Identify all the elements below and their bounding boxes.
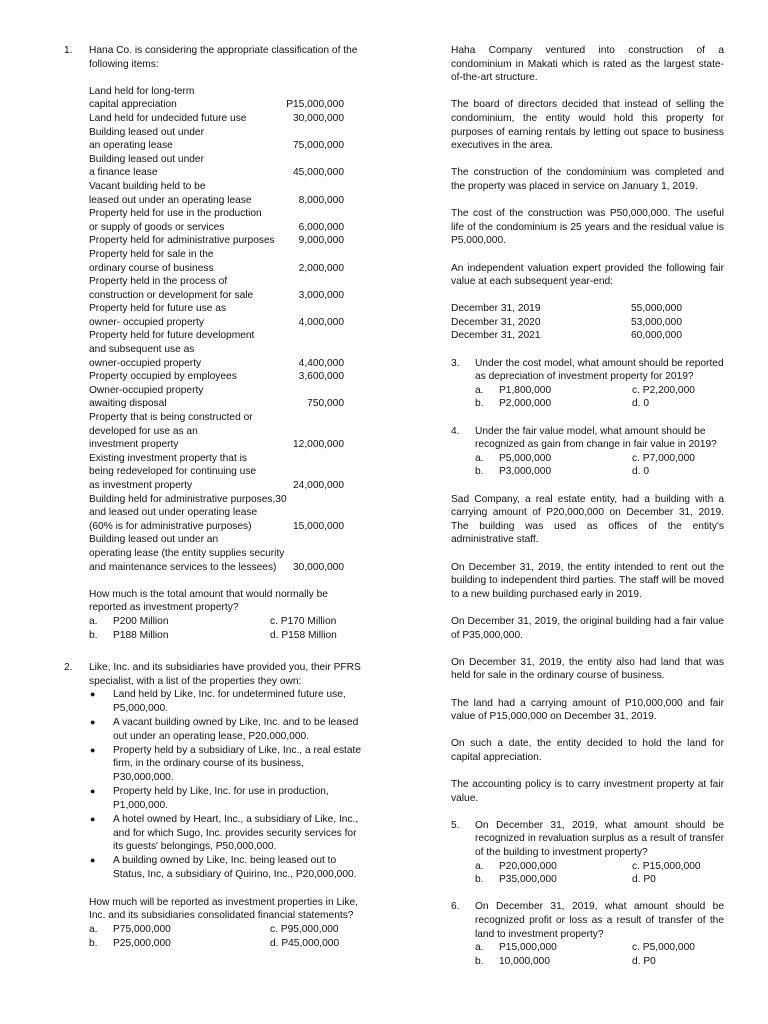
item-description: awaiting disposal: [89, 398, 167, 410]
item-amount: P15,000,000: [286, 99, 344, 111]
item-line: [89, 180, 344, 194]
item-description: Land held for long-term: [89, 85, 195, 97]
bullet-item: [89, 744, 364, 785]
choice-d[interactable]: d. P45,000,000: [270, 937, 340, 949]
question-3: [451, 357, 724, 411]
question-text-line: How much is the total amount that would normally be: [89, 588, 328, 600]
item-description: construction or development for sale: [89, 289, 254, 301]
item-line: [89, 289, 344, 303]
question-intro-line: Like, Inc. and its subsidiaries have provided you, their PFRS: [89, 662, 361, 674]
item-description: and subsequent use as: [89, 344, 195, 356]
item-amount: 3,000,000: [298, 289, 344, 301]
item-line: [89, 397, 344, 411]
choice-b[interactable]: b. P25,000,000: [89, 937, 171, 949]
bullet-text-line: its guests' belongings, P50,000,000.: [113, 841, 277, 853]
item-description: Property held for future development: [89, 330, 255, 342]
choice-c[interactable]: c. P7,000,000: [632, 452, 695, 464]
paragraph: An independent valuation expert provided the following fair value at each subsequent year-end:: [451, 262, 724, 288]
item-description: Property that is being constructed or: [89, 412, 253, 424]
fair-value-row: December 31, 2019 55,000,000: [451, 303, 682, 315]
question-5: [451, 819, 724, 887]
choice-a[interactable]: a. P15,000,000: [475, 942, 557, 954]
answer-choices: [475, 860, 724, 887]
question-text-line: Inc. and its subsidiaries consolidated financial statements?: [89, 910, 354, 922]
item-amount: 9,000,000: [298, 235, 344, 247]
answer-choices: [89, 923, 364, 950]
choice-c[interactable]: c. P170 Million: [270, 615, 337, 627]
bullet-text-line: P1,000,000.: [113, 799, 168, 811]
left-column: [64, 44, 364, 950]
item-line: [89, 533, 344, 547]
item-description: Building leased out under an: [89, 534, 219, 546]
choice-b[interactable]: b. 10,000,000: [475, 955, 550, 967]
bullet-text-line: P30,000,000.: [113, 772, 174, 784]
bullet-text-line: Property held by Like, Inc. for use in production,: [113, 786, 329, 798]
item-amount: 6,000,000: [298, 221, 344, 233]
question-number: 5.: [451, 819, 460, 831]
choice-a[interactable]: a. P20,000,000: [475, 860, 557, 872]
item-description: Property occupied by employees: [89, 371, 237, 383]
bullet-icon: ●: [90, 717, 96, 728]
item-line: [89, 520, 344, 534]
item-description: investment property: [89, 439, 179, 451]
choice-d[interactable]: d. P0: [632, 874, 656, 886]
choice-c[interactable]: c. P5,000,000: [632, 942, 695, 954]
question-text-line: Under the cost model, what amount should be reported: [475, 357, 724, 369]
paragraph: The land had a carrying amount of P10,000,000 and fair value of P15,000,000 on December 31, 2019.: [451, 697, 724, 723]
bullet-text-line: A building owned by Like, Inc. being leased out to: [113, 855, 337, 867]
paragraph: Sad Company, a real estate entity, had a building with a carrying amount of P20,000,000 on December 31, 2019. The building was used as offices of the entity's administrative staff.: [451, 493, 724, 546]
item-line: [89, 370, 344, 384]
choice-a[interactable]: a. P5,000,000: [475, 452, 552, 464]
item-description: leased out under an operating lease: [89, 194, 252, 206]
bullet-text-line: firm, in the ordinary course of its business,: [113, 758, 304, 770]
item-description: an operating lease: [89, 140, 173, 152]
item-amount: 750,000: [307, 398, 344, 410]
paragraph: On December 31, 2019, the entity also had land that was held for sale in the ordinary course of business.: [451, 656, 724, 682]
item-description: a finance lease: [89, 167, 158, 179]
item-line: [89, 302, 344, 316]
item-description: as investment property: [89, 480, 193, 491]
item-line: [89, 139, 344, 153]
question-1: [64, 44, 364, 642]
fair-value-row: December 31, 2020 53,000,000: [451, 316, 682, 328]
item-line: [89, 153, 344, 167]
paragraph: On such a date, the entity decided to hold the land for capital appreciation.: [451, 738, 724, 763]
right-column: [451, 44, 724, 968]
answer-choices: [89, 615, 364, 642]
choice-a[interactable]: a. P200 Million: [89, 615, 169, 627]
question-intro-line: following items:: [89, 58, 159, 70]
item-amount: 8,000,000: [298, 194, 344, 206]
paragraph: The construction of the condominium was completed and the property was placed in service on January 1, 2019.: [451, 167, 724, 192]
item-description: ordinary course of business: [89, 262, 214, 274]
item-description: Land held for undecided future use: [89, 112, 247, 124]
item-line: [89, 316, 344, 330]
choice-a[interactable]: a. P1,800,000: [475, 384, 552, 396]
choice-d[interactable]: d. 0: [632, 398, 650, 410]
item-line: [89, 506, 344, 520]
bullet-text-line: out under an operating lease, P20,000,000.: [113, 730, 309, 742]
item-line: [89, 262, 344, 276]
paragraph: Haha Company ventured into construction of a condominium in Makati which is rated as the largest state-of-the-art structure.: [451, 45, 724, 84]
item-line: [89, 357, 344, 371]
item-line: [89, 248, 344, 262]
item-line: [89, 85, 344, 99]
item-amount: 75,000,000: [293, 140, 344, 152]
item-description: or supply of goods or services: [89, 221, 225, 233]
fair-value-row: December 31, 2021 60,000,000: [451, 330, 682, 342]
item-line: [89, 221, 344, 235]
question-number: 3.: [451, 357, 460, 369]
item-amount: 30,000,000: [293, 561, 344, 573]
item-amount: 2,000,000: [298, 262, 344, 274]
item-description: Property held in the process of: [89, 276, 228, 288]
choice-d[interactable]: d. P0: [632, 955, 656, 967]
choice-b[interactable]: b. P3,000,000: [475, 466, 552, 478]
bullet-item: [89, 688, 364, 715]
item-line: [89, 547, 344, 561]
question-text-line: reported as investment property?: [89, 602, 239, 614]
item-line: [89, 493, 344, 507]
item-description: (60% is for administrative purposes): [89, 520, 252, 532]
answer-choices: [475, 941, 724, 968]
item-description: Existing investment property that is: [89, 452, 247, 464]
choice-a[interactable]: a. P75,000,000: [89, 923, 171, 935]
bullet-text-line: A hotel owned by Heart, Inc., a subsidiary of Like, Inc.,: [113, 814, 359, 826]
item-description: Building leased out under: [89, 153, 204, 165]
item-description: and leased out under operating lease: [89, 507, 258, 519]
choice-d[interactable]: d. 0: [632, 466, 650, 478]
question-text-line: recognized as gain from change in fair value in 2019?: [475, 439, 717, 451]
bullet-icon: ●: [90, 855, 96, 866]
item-description: Owner-occupied property: [89, 384, 204, 396]
bullet-text-line: P5,000,000.: [113, 702, 168, 714]
item-line: [89, 465, 344, 479]
bullet-text-line: Property held by a subsidiary of Like, Inc., a real estate: [113, 744, 362, 756]
item-amount: 30,000,000: [293, 112, 344, 124]
question-text-line: Under the fair value model, what amount should be: [475, 425, 706, 437]
question-text-line: as depreciation of investment property for 2019?: [475, 371, 694, 383]
question-text: On December 31, 2019, what amount should be recognized in revaluation surplus as a result of transfer of the building to investment property?: [475, 819, 724, 859]
answer-choices: [475, 384, 724, 411]
item-description: Building leased out under: [89, 126, 204, 138]
answer-choices: [475, 452, 724, 479]
choice-b[interactable]: b. P35,000,000: [475, 874, 557, 886]
item-line: [89, 452, 344, 466]
bullet-item: [89, 813, 364, 854]
item-description: capital appreciation: [89, 99, 177, 111]
question-number: 6.: [451, 901, 460, 913]
item-amount: 4,400,000: [298, 357, 344, 369]
question-text: On December 31, 2019, what amount should be recognized profit or loss as a result of transfer of the land to investment property?: [475, 901, 724, 940]
item-line: [89, 479, 344, 493]
question-2: [64, 661, 364, 950]
item-line: [89, 112, 344, 126]
choice-b[interactable]: b. P2,000,000: [475, 398, 552, 410]
bullet-item: [89, 785, 364, 812]
paragraph: The cost of the construction was P50,000,000. The useful life of the condominium is 25 years and the residual value is P5,000,000.: [451, 208, 724, 247]
item-line: [89, 343, 344, 357]
bullet-text-line: Land held by Like, Inc. for undetermined future use,: [113, 689, 346, 701]
item-line: [89, 275, 344, 289]
choice-b[interactable]: b. P188 Million: [89, 629, 169, 641]
item-line: [89, 234, 344, 248]
item-description: owner- occupied property: [89, 316, 204, 328]
question-intro-line: specialist, with a list of the properties they own:: [89, 675, 302, 687]
item-amount: 4,000,000: [298, 316, 344, 328]
item-description: and maintenance services to the lessees): [89, 561, 277, 573]
bullet-text-line: Status, Inc, a subsidiary of Quirino, Inc., P20,000,000.: [113, 869, 357, 880]
item-amount: 45,000,000: [293, 167, 344, 179]
bullet-text-line: and for which Sugo, Inc. provides security services for: [113, 827, 357, 839]
choice-c[interactable]: c. P15,000,000: [632, 860, 701, 872]
item-description: Property held for sale in the: [89, 248, 214, 260]
bullet-icon: ●: [90, 786, 96, 797]
item-line: [89, 166, 344, 180]
bullet-icon: ●: [90, 689, 96, 700]
question-4: [451, 425, 724, 479]
paragraph: On December 31, 2019, the original building had a fair value of P35,000,000.: [451, 615, 724, 641]
item-line: [89, 98, 344, 112]
question-text-line: How much will be reported as investment properties in Like,: [89, 896, 358, 908]
item-description: owner-occupied property: [89, 357, 202, 369]
item-amount: 15,000,000: [293, 520, 344, 532]
item-description: Property held for future use as: [89, 303, 227, 315]
fair-value-table: [451, 302, 724, 343]
item-description: being redeveloped for continuing use: [89, 466, 257, 478]
item-line: [89, 561, 344, 575]
question-number: 4.: [451, 425, 460, 437]
item-description: Building held for administrative purposes,30: [89, 493, 287, 505]
item-line: [89, 126, 344, 140]
item-line: [89, 425, 344, 439]
bullet-item: [89, 854, 364, 881]
item-description: Property held for administrative purposes: [89, 235, 275, 247]
item-description: Vacant building held to be: [89, 180, 206, 192]
item-list: [89, 85, 344, 574]
item-line: [89, 194, 344, 208]
item-line: [89, 411, 344, 425]
question-number: 1.: [64, 45, 73, 56]
item-amount: 12,000,000: [293, 439, 344, 451]
item-line: [89, 438, 344, 452]
question-number: 2.: [64, 662, 73, 674]
item-line: [89, 329, 344, 343]
item-amount: 24,000,000: [293, 480, 344, 491]
paragraph: The accounting policy is to carry investment property at fair value.: [451, 779, 724, 804]
item-line: [89, 207, 344, 221]
choice-c[interactable]: c. P95,000,000: [270, 923, 339, 935]
bullet-list: [89, 688, 364, 881]
choice-c[interactable]: c. P2,200,000: [632, 384, 695, 396]
question-intro-line: Hana Co. is considering the appropriate classification of the: [89, 45, 358, 56]
bullet-text-line: A vacant building owned by Like, Inc. and to be leased: [113, 717, 359, 729]
item-description: operating lease (the entity supplies security: [89, 547, 285, 559]
item-description: Property held for use in the production: [89, 208, 262, 220]
bullet-item: [89, 716, 364, 743]
item-amount: 3,600,000: [298, 371, 344, 383]
paragraph: On December 31, 2019, the entity intended to rent out the building to independent third parties. The staff will be moved to a new building purchased early in 2019.: [451, 561, 724, 600]
question-6: [451, 900, 724, 968]
bullet-icon: ●: [90, 814, 96, 825]
item-description: developed for use as an: [89, 425, 198, 437]
paragraph: The board of directors decided that instead of selling the condominium, the entity would hold this property for purposes of earning rentals by letting out space to business executives in the area.: [451, 99, 724, 152]
bullet-icon: ●: [90, 744, 96, 755]
item-line: [89, 384, 344, 398]
choice-d[interactable]: d. P158 Million: [270, 629, 337, 641]
